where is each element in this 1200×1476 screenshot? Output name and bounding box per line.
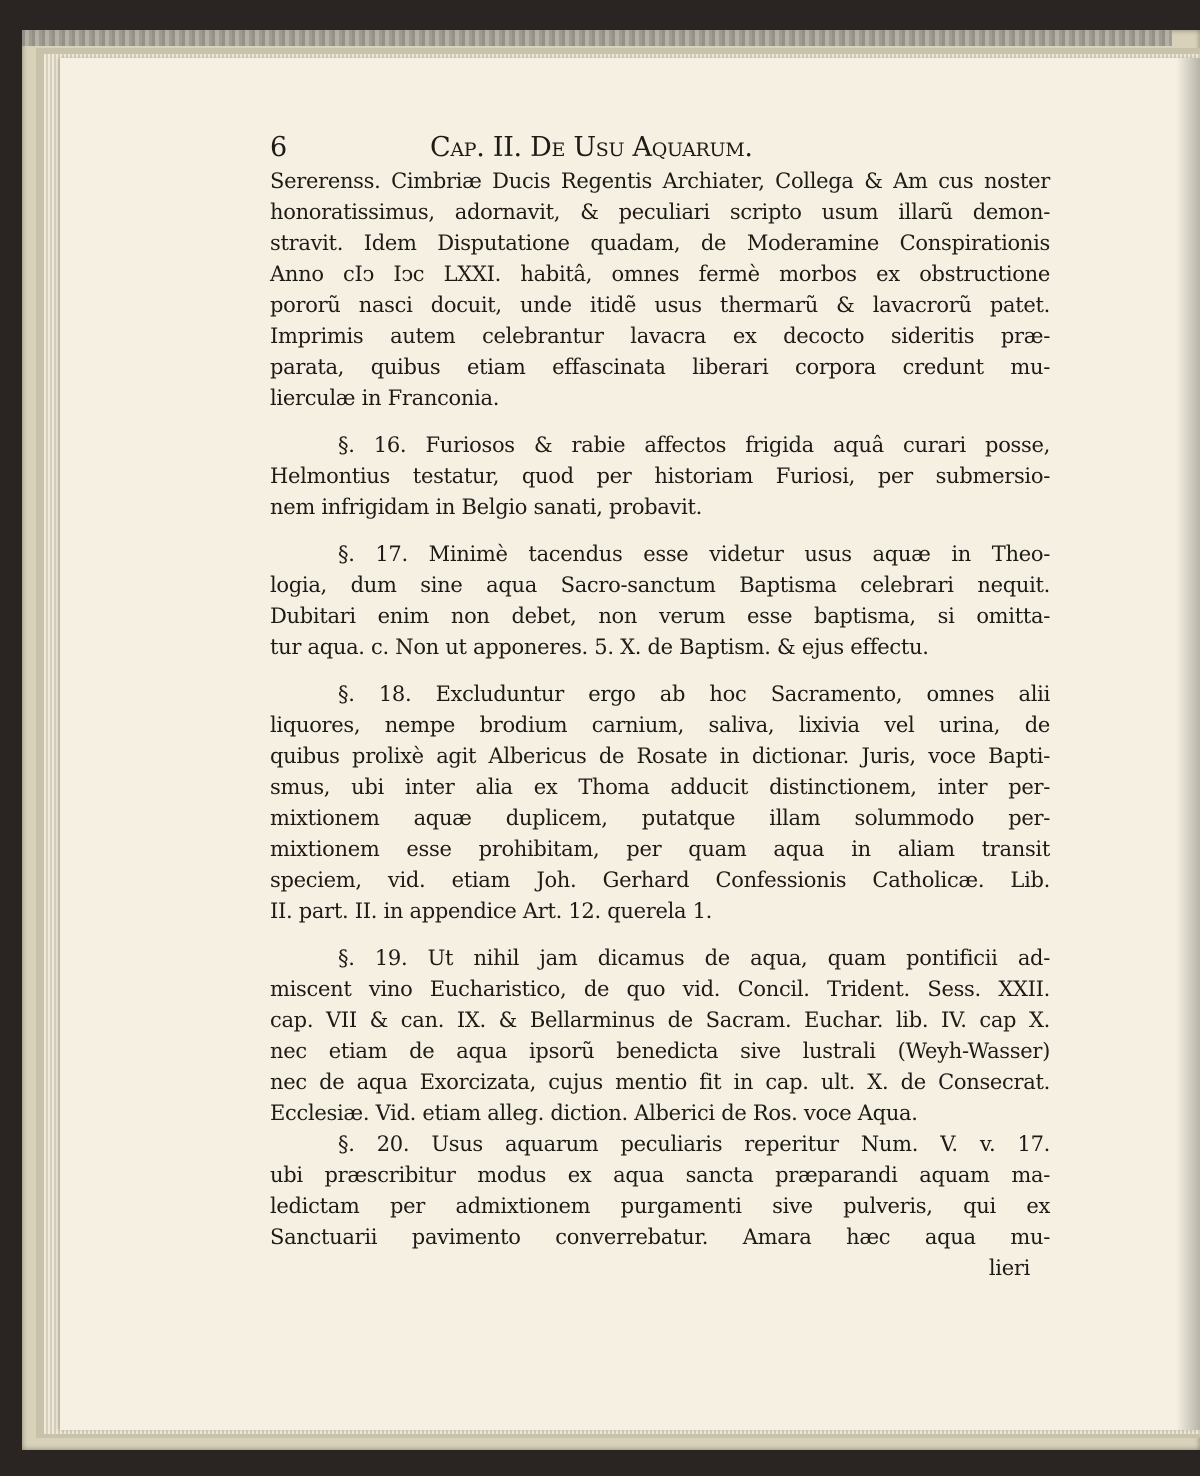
paragraph [270,430,1050,523]
text-line: speciem, vid. etiam Joh. Gerhard Confessionis Catholicæ. Lib. [270,868,1050,892]
text-line: nec de aqua Exorcizata, cujus mentio fit in cap. ult. X. de Consecrat. [270,1070,1050,1094]
text-line: lierculæ in Franconia. [270,386,500,410]
text-block [270,130,1050,1284]
text-line: Sanctuarii pavimento converrebatur. Amara hæc aqua mu- [270,1225,1050,1249]
text-line: §. 16. Furiosos & rabie affectos frigida aquâ curari posse, [338,433,1050,457]
text-line: §. 19. Ut nihil jam dicamus de aqua, quam pontificii ad- [338,946,1050,970]
running-head-title: Cap. II. De Usu Aquarum. [430,132,753,163]
paragraph [270,679,1050,927]
text-line: cap. VII & can. IX. & Bellarminus de Sacram. Euchar. lib. IV. cap X. [270,1008,1050,1032]
paragraph [270,943,1050,1129]
text-line: parata, quibus etiam effascinata liberari corpora credunt mu- [270,355,1050,379]
text-line: nem infrigidam in Belgio sanati, probavit. [270,495,703,519]
text-line: nec etiam de aqua ipsorũ benedicta sive lustrali (Weyh-Wasser) [270,1039,1050,1063]
text-line: liquores, nempe brodium carnium, saliva, lixivia vel urina, de [270,713,1050,737]
text-line: §. 18. Excluduntur ergo ab hoc Sacramento, omnes alii [338,682,1050,706]
text-line: mixtionem esse prohibitam, per quam aqua in aliam transit [270,837,1050,861]
text-line: Anno cIↄ Iↄc LXXI. habitâ, omnes fermè morbos ex obstructione [270,262,1050,286]
text-line: honoratissimus, adornavit, & peculiari scripto usum illarũ demon- [270,200,1050,224]
text-line: smus, ubi inter alia ex Thoma adducit distinctionem, inter per- [270,775,1050,799]
text-line: Sererenss. Cimbriæ Ducis Regentis Archiater, Collega & Am cus noster [270,169,1050,193]
text-line: stravit. Idem Disputatione quadam, de Moderamine Conspirationis [270,231,1050,255]
paragraph [270,166,1050,414]
text-line: miscent vino Eucharistico, de quo vid. Concil. Trident. Sess. XXII. [270,977,1050,1001]
text-line: tur aqua. c. Non ut apponeres. 5. X. de Baptism. & ejus effectu. [270,635,929,659]
text-line: pororũ nasci docuit, unde itidẽ usus thermarũ & lavacrorũ patet. [270,293,1050,317]
text-line: §. 17. Minimè tacendus esse videtur usus aquæ in Theo- [338,542,1050,566]
text-line: Dubitari enim non debet, non verum esse baptisma, si omitta- [270,604,1050,628]
text-line: quibus prolixè agit Albericus de Rosate in dictionar. Juris, voce Bapti- [270,744,1050,768]
text-line: §. 20. Usus aquarum peculiaris reperitur Num. V. v. 17. [338,1132,1050,1156]
paragraph [270,1129,1050,1253]
page-gutter [1176,58,1200,1430]
text-line: Ecclesiæ. Vid. etiam alleg. diction. Alberici de Ros. voce Aqua. [270,1101,918,1125]
catchword: lieri [988,1256,1030,1280]
text-line: ledictam per admixtionem purgamenti sive pulveris, qui ex [270,1194,1050,1218]
text-line: logia, dum sine aqua Sacro-sanctum Baptisma celebrari nequit. [270,573,1050,597]
text-line: Imprimis autem celebrantur lavacra ex decocto sideritis præ- [270,324,1050,348]
paragraph [270,539,1050,663]
text-line: ubi præscribitur modus ex aqua sancta præparandi aquam ma- [270,1163,1050,1187]
text-line: Helmontius testatur, quod per historiam Furiosi, per submersio- [270,464,1050,488]
text-line: mixtionem aquæ duplicem, putatque illam solummodo per- [270,806,1050,830]
running-head [270,130,1050,166]
text-line: II. part. II. in appendice Art. 12. querela 1. [270,899,713,923]
page-number: 6 [270,132,287,163]
book-top-edge [22,30,1172,46]
